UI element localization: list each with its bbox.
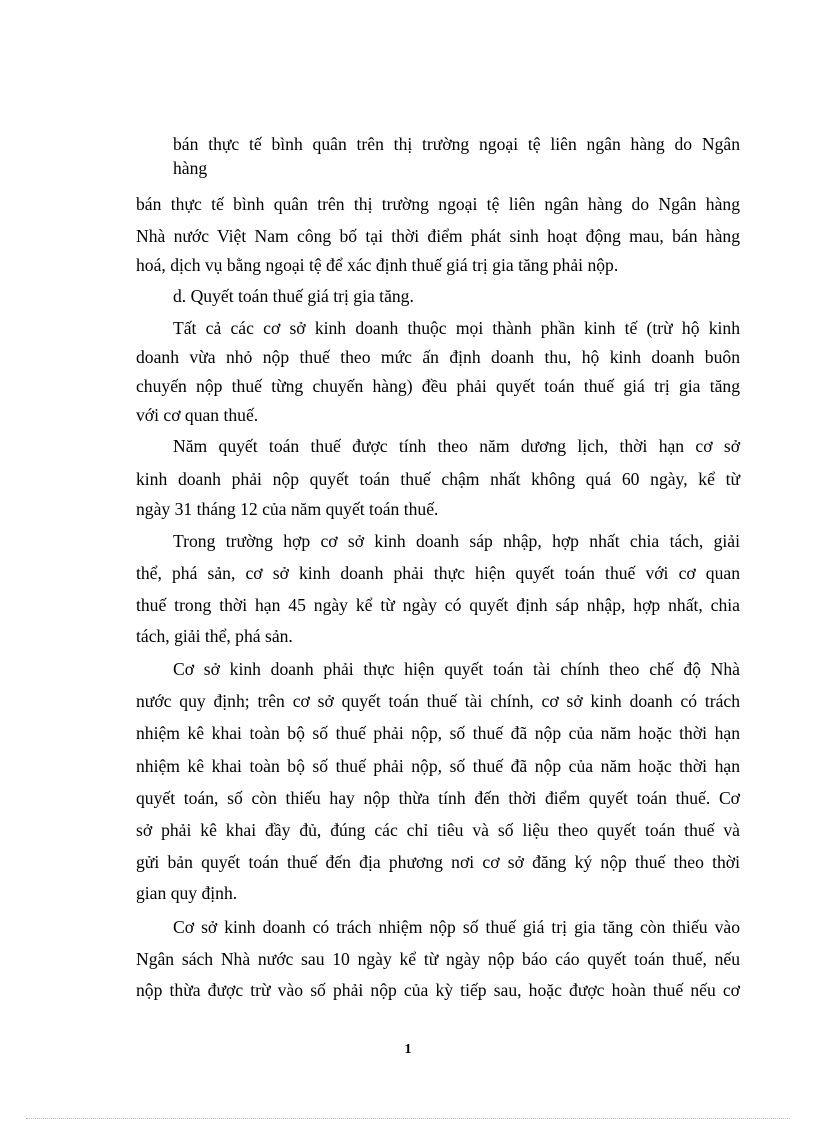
section-heading: d. Quyết toán thuế giá trị gia tăng. <box>173 286 414 306</box>
text-line: hoá, dịch vụ bằng ngoại tệ để xác định thuế giá trị gia tăng phải nộp. <box>136 255 619 275</box>
text-line: ngày 31 tháng 12 của năm quyết toán thuế. <box>136 499 439 519</box>
text-line: nước quy định; trên cơ sở quyết toán thuế tài chính, cơ sở kinh doanh có trách <box>136 691 740 711</box>
text-line: bán thực tế bình quân trên thị trường ngoại tệ liên ngân hàng do Ngân <box>173 134 740 154</box>
text-line: Cơ sở kinh doanh phải thực hiện quyết toán tài chính theo chế độ Nhà <box>173 659 740 679</box>
text-line: sở phải kê khai đầy đủ, đúng các chỉ tiêu và số liệu theo quyết toán thuế và <box>136 820 740 840</box>
text-line: bán thực tế bình quân trên thị trường ngoại tệ liên ngân hàng do Ngân hàng <box>136 194 740 214</box>
text-line: Nhà nước Việt Nam công bố tại thời điểm phát sinh hoạt động mau, bán hàng <box>136 226 740 246</box>
text-line: Năm quyết toán thuế được tính theo năm dương lịch, thời hạn cơ sở <box>173 436 740 456</box>
text-line: chuyến nộp thuế từng chuyến hàng) đều phải quyết toán thuế giá trị gia tăng <box>136 376 740 396</box>
text-line: gửi bản quyết toán thuế đến địa phương nơi cơ sở đăng ký nộp thuế theo thời <box>136 852 740 872</box>
text-line: Cơ sở kinh doanh có trách nhiệm nộp số thuế giá trị gia tăng còn thiếu vào <box>173 917 740 937</box>
page-bottom-divider <box>26 1118 790 1119</box>
text-line: thuế trong thời hạn 45 ngày kể từ ngày có quyết định sáp nhập, hợp nhất, chia <box>136 595 740 615</box>
text-line: nộp thừa được trừ vào số phải nộp của kỳ tiếp sau, hoặc được hoàn thuế nếu cơ <box>136 980 740 1000</box>
text-line: Tất cả các cơ sở kinh doanh thuộc mọi thành phần kinh tế (trừ hộ kinh <box>173 318 740 338</box>
page-number: 1 <box>404 1042 412 1057</box>
text-line: kinh doanh phải nộp quyết toán thuế chậm nhất không quá 60 ngày, kể từ <box>136 469 740 489</box>
text-line: Ngân sách Nhà nước sau 10 ngày kể từ ngày nộp báo cáo quyết toán thuế, nếu <box>136 949 740 969</box>
text-line: với cơ quan thuế. <box>136 405 259 425</box>
text-line: tách, giải thể, phá sản. <box>136 626 293 646</box>
text-line: hàng <box>173 158 208 178</box>
text-line: thể, phá sản, cơ sở kinh doanh phải thực hiện quyết toán thuế với cơ quan <box>136 563 740 583</box>
text-line: Trong trường hợp cơ sở kinh doanh sáp nhập, hợp nhất chia tách, giải <box>173 531 740 551</box>
text-line: gian quy định. <box>136 883 238 903</box>
text-line: quyết toán, số còn thiếu hay nộp thừa tính đến thời điểm quyết toán thuế. Cơ <box>136 788 740 808</box>
text-line: nhiệm kê khai toàn bộ số thuế phải nộp, số thuế đã nộp của năm hoặc thời hạn <box>136 723 740 743</box>
text-line: nhiệm kê khai toàn bộ số thuế phải nộp, số thuế đã nộp của năm hoặc thời hạn <box>136 756 740 776</box>
text-line: doanh vừa nhỏ nộp thuế theo mức ấn định doanh thu, hộ kinh doanh buôn <box>136 347 740 367</box>
